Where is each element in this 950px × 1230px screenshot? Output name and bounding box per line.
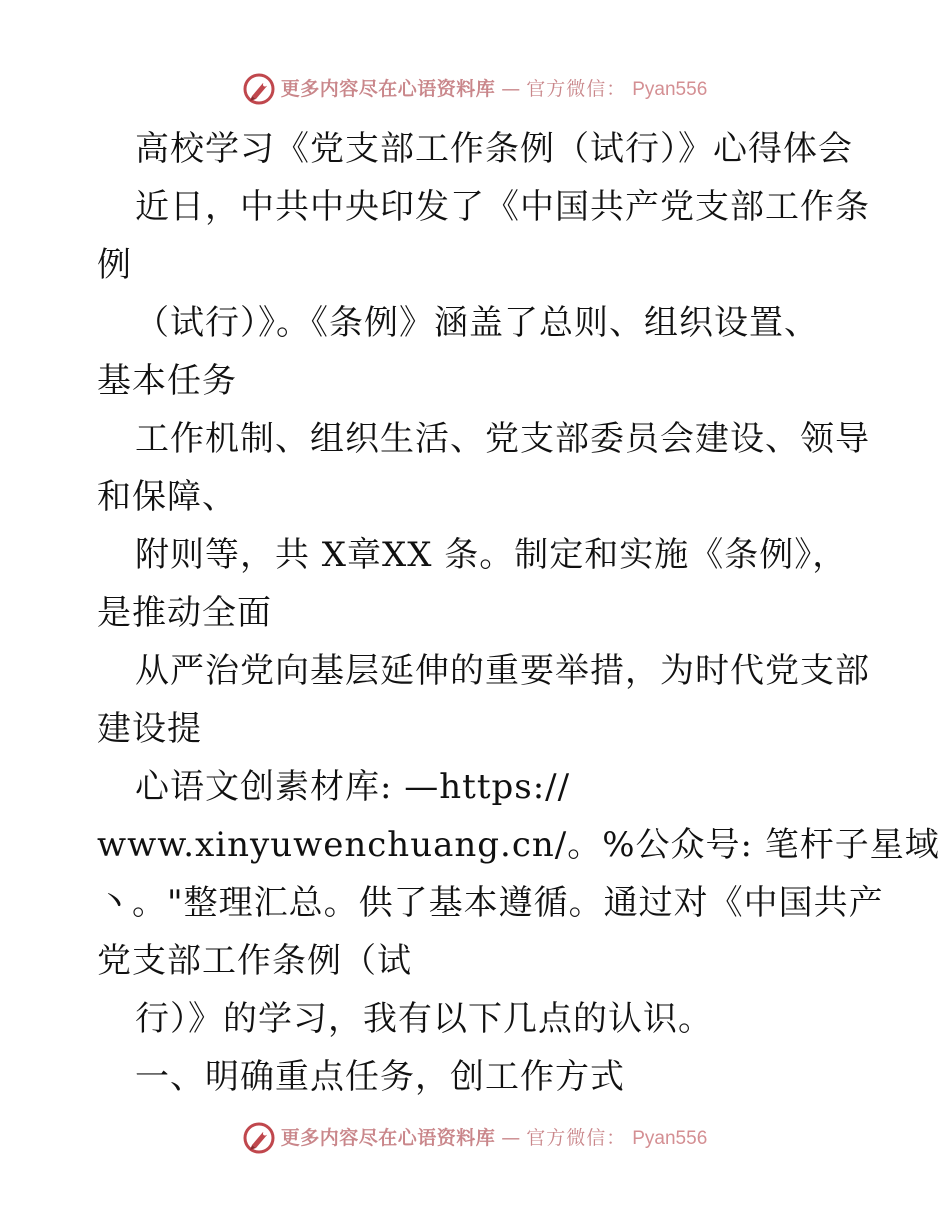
document-line: 近日，中共中央印发了《中国共产党支部工作条 xyxy=(135,187,870,227)
document-body xyxy=(97,120,940,1106)
document-line: 基本任务 xyxy=(97,361,237,401)
banner-wechat-id: Pyan556 xyxy=(632,1127,708,1149)
document-line: 附则等，共 X章XX 条。制定和实施《条例》， xyxy=(135,535,848,575)
document-line: 建设提 xyxy=(97,709,202,749)
document-title: 高校学习《党支部工作条例（试行）》心得体会 xyxy=(135,129,853,169)
banner-wechat-label: 官方微信： xyxy=(526,77,627,100)
banner-separator: — xyxy=(501,1126,521,1149)
document-line: 从严治党向基层延伸的重要举措，为时代党支部 xyxy=(135,651,870,691)
section-heading: 一、明确重点任务，创工作方式 xyxy=(135,1057,625,1097)
banner-separator: — xyxy=(501,77,521,100)
banner-wechat-label: 官方微信： xyxy=(526,1126,627,1149)
document-line: 党支部工作条例（试 xyxy=(97,941,412,981)
pen-logo-icon xyxy=(243,1122,275,1154)
header-banner xyxy=(0,73,950,105)
document-line: 行）》的学习，我有以下几点的认识。 xyxy=(135,999,713,1039)
footer-banner xyxy=(0,1122,950,1154)
document-line: （试行）》。《条例》涵盖了总则、组织设置、 xyxy=(135,303,819,343)
document-line: 工作机制、组织生活、党支部委员会建设、领导 xyxy=(135,419,870,459)
document-line: 例 xyxy=(97,245,132,285)
banner-wechat-id: Pyan556 xyxy=(632,78,708,100)
document-line: 心语文创素材库: —https:// xyxy=(135,767,571,807)
document-line: 是推动全面 xyxy=(97,593,272,633)
document-line: 丶。"整理汇总。供了基本遵循。通过对《中国共产 xyxy=(97,883,884,923)
pen-logo-icon xyxy=(243,73,275,105)
document-line-url: www.xinyuwenchuang.cn/。%公众号: 笔杆子星域 xyxy=(97,825,940,865)
banner-main-text: 更多内容尽在心语资料库 xyxy=(280,1126,496,1149)
document-line: 和保障、 xyxy=(97,477,237,517)
banner-main-text: 更多内容尽在心语资料库 xyxy=(280,77,496,100)
